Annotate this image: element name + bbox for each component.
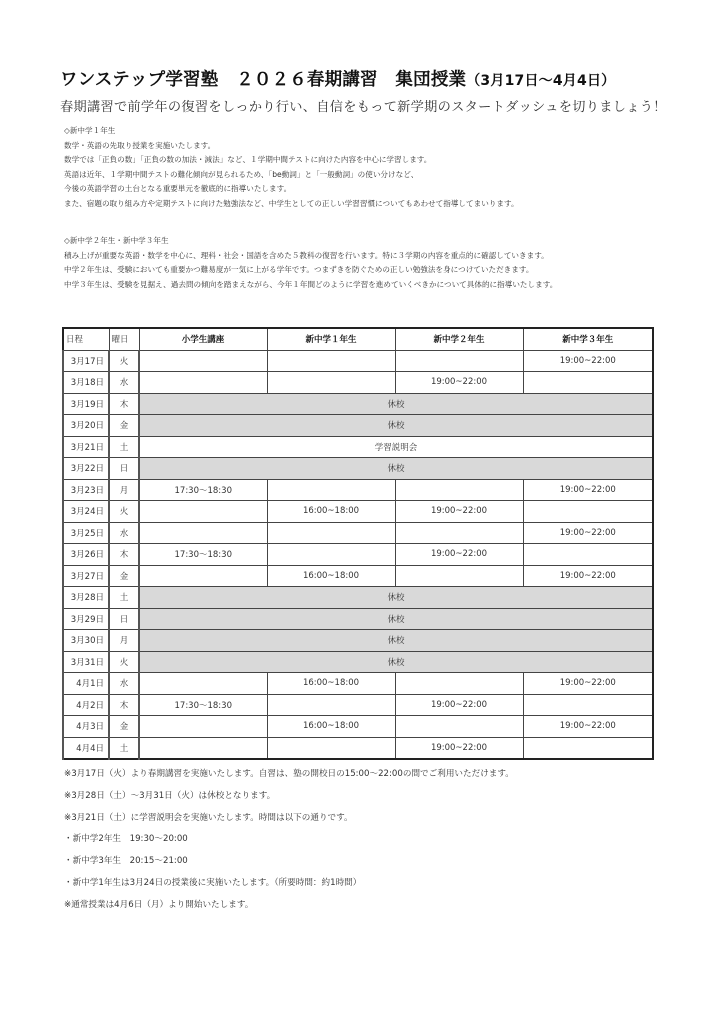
row-date: 3月31日	[63, 651, 109, 673]
schedule-row	[63, 436, 653, 458]
note-line: ・新中学3年生 20:15～21:00	[64, 856, 188, 867]
row-day-of-week: 月	[109, 630, 139, 652]
note-line: ※3月28日（土）～3月31日（火）は休校となります。	[64, 790, 276, 801]
cell-elementary	[139, 501, 267, 523]
cell-grade1	[267, 737, 395, 759]
schedule-row	[63, 479, 653, 501]
row-date: 3月24日	[63, 501, 109, 523]
schedule-table	[62, 327, 654, 760]
row-date: 4月2日	[63, 694, 109, 716]
row-date: 3月26日	[63, 544, 109, 566]
schedule-row	[63, 587, 653, 609]
col-header-dow: 曜日	[109, 328, 139, 350]
page-title	[60, 66, 680, 91]
note-line: ※通常授業は4月6日（月）より開始いたします。	[64, 899, 254, 910]
cell-elementary: 17:30～18:30	[139, 544, 267, 566]
closed-cell: 休校	[139, 587, 653, 609]
cell-grade1	[267, 350, 395, 372]
cell-grade3	[523, 501, 653, 523]
row-day-of-week: 木	[109, 694, 139, 716]
row-day-of-week: 火	[109, 501, 139, 523]
schedule-row	[63, 673, 653, 695]
cell-grade2: 19:00~22:00	[395, 372, 523, 394]
col-header-elementary: 小学生講座	[139, 328, 267, 350]
row-day-of-week: 火	[109, 350, 139, 372]
schedule-row	[63, 651, 653, 673]
row-day-of-week: 木	[109, 544, 139, 566]
row-date: 3月18日	[63, 372, 109, 394]
schedule-row	[63, 737, 653, 759]
schedule-row	[63, 415, 653, 437]
cell-grade3	[523, 737, 653, 759]
section-heading: ◇新中学２年生・新中学３年生	[64, 236, 169, 245]
cell-grade3: 19:00~22:00	[523, 565, 653, 587]
row-day-of-week: 金	[109, 415, 139, 437]
cell-grade3: 19:00~22:00	[523, 350, 653, 372]
section-line: 英語は近年、１学期中間テストの難化傾向が見られるため、「be動詞」と「一般動詞」の使い分けなど、	[64, 169, 419, 179]
cell-elementary	[139, 737, 267, 759]
closed-cell: 休校	[139, 415, 653, 437]
cell-elementary	[139, 350, 267, 372]
section-line: 中学３年生は、受験を見据え、過去問の傾向を踏まえながら、今年１年間どのように学習を進めていくべきかについて具体的に指導いたします。	[64, 279, 558, 289]
col-header-date: 日程	[63, 328, 109, 350]
row-day-of-week: 火	[109, 651, 139, 673]
schedule-row	[63, 630, 653, 652]
section-line: 数学では「正負の数」「正負の数の加法・減法」など、１学期中間テストに向けた内容を中心に学習します。	[64, 155, 432, 164]
cell-grade3	[523, 372, 653, 394]
col-header-grade3: 新中学３年生	[523, 328, 653, 350]
schedule-row	[63, 372, 653, 394]
cell-grade3: 19:00~22:00	[523, 673, 653, 695]
cell-elementary	[139, 673, 267, 695]
section-grade1	[64, 124, 704, 211]
closed-cell: 休校	[139, 393, 653, 415]
row-date: 4月1日	[63, 673, 109, 695]
closed-cell: 休校	[139, 458, 653, 480]
cell-grade2: 19:00~22:00	[395, 501, 523, 523]
notes	[64, 764, 704, 917]
schedule-row	[63, 716, 653, 738]
row-date: 3月28日	[63, 587, 109, 609]
row-day-of-week: 金	[109, 716, 139, 738]
title-dates: （3月17日～4月4日）	[466, 73, 616, 89]
row-day-of-week: 土	[109, 737, 139, 759]
section-grade2-3	[64, 234, 704, 292]
row-date: 3月22日	[63, 458, 109, 480]
schedule-header-row	[63, 328, 653, 350]
event-cell: 学習説明会	[139, 436, 653, 458]
schedule-row	[63, 608, 653, 630]
schedule-row	[63, 565, 653, 587]
col-header-grade2: 新中学２年生	[395, 328, 523, 350]
cell-grade2: 19:00~22:00	[395, 544, 523, 566]
row-day-of-week: 水	[109, 522, 139, 544]
row-date: 4月3日	[63, 716, 109, 738]
row-date: 3月20日	[63, 415, 109, 437]
row-day-of-week: 木	[109, 393, 139, 415]
note-line: ※3月21日（土）に学習説明会を実施いたします。時間は以下の通りです。	[64, 812, 353, 823]
cell-grade3: 19:00~22:00	[523, 522, 653, 544]
row-day-of-week: 金	[109, 565, 139, 587]
row-day-of-week: 日	[109, 608, 139, 630]
schedule-row	[63, 393, 653, 415]
row-date: 3月30日	[63, 630, 109, 652]
section-line: 積み上げが重要な英語・数学を中心に、理科・社会・国語を含めた５教科の復習を行います。特に３学期の内容を重点的に確認していきます。	[64, 250, 549, 260]
row-day-of-week: 日	[109, 458, 139, 480]
schedule-row	[63, 458, 653, 480]
closed-cell: 休校	[139, 608, 653, 630]
cell-elementary	[139, 522, 267, 544]
schedule-row	[63, 350, 653, 372]
row-day-of-week: 水	[109, 673, 139, 695]
cell-grade1	[267, 694, 395, 716]
cell-grade2	[395, 565, 523, 587]
row-date: 3月19日	[63, 393, 109, 415]
row-date: 3月25日	[63, 522, 109, 544]
cell-grade1	[267, 372, 395, 394]
closed-cell: 休校	[139, 630, 653, 652]
cell-elementary	[139, 716, 267, 738]
cell-grade2	[395, 716, 523, 738]
cell-elementary	[139, 565, 267, 587]
lead-text: 春期講習で前学年の復習をしっかり行い、自信をもって新学期のスタートダッシュを切りましょう！	[60, 100, 667, 115]
row-day-of-week: 土	[109, 436, 139, 458]
cell-grade1: 16:00~18:00	[267, 716, 395, 738]
cell-grade2: 19:00~22:00	[395, 737, 523, 759]
section-line: 今後の英語学習の土台となる重要単元を徹底的に指導いたします。	[64, 184, 292, 193]
cell-grade2	[395, 479, 523, 501]
cell-grade3	[523, 544, 653, 566]
section-heading: ◇新中学１年生	[64, 126, 116, 135]
cell-grade2	[395, 522, 523, 544]
row-date: 3月29日	[63, 608, 109, 630]
row-date: 4月4日	[63, 737, 109, 759]
row-date: 3月23日	[63, 479, 109, 501]
cell-grade2	[395, 350, 523, 372]
row-day-of-week: 水	[109, 372, 139, 394]
cell-grade1	[267, 522, 395, 544]
cell-grade3	[523, 694, 653, 716]
row-date: 3月27日	[63, 565, 109, 587]
title-main: ワンステップ学習塾 ２０２６春期講習 集団授業	[60, 70, 467, 90]
row-date: 3月17日	[63, 350, 109, 372]
note-line: ・新中学2年生 19:30～20:00	[64, 834, 188, 845]
section-line: 中学２年生は、受験においても重要かつ難易度が一気に上がる学年です。つまずきを防ぐための正しい勉強法を身につけていただきます。	[64, 265, 534, 274]
schedule-row	[63, 694, 653, 716]
row-day-of-week: 月	[109, 479, 139, 501]
schedule-row	[63, 544, 653, 566]
note-line: ※3月17日（火）より春期講習を実施いたします。自習は、塾の開校日の15:00～22:00の間でご利用いただけます。	[64, 769, 514, 779]
cell-elementary	[139, 372, 267, 394]
cell-elementary: 17:30～18:30	[139, 479, 267, 501]
schedule-row	[63, 501, 653, 523]
col-header-grade1: 新中学１年生	[267, 328, 395, 350]
section-line: また、宿題の取り組み方や定期テストに向けた勉強法など、中学生としての正しい学習習慣についてもあわせて指導してまいります。	[64, 198, 519, 208]
note-line: ・新中学1年生は3月24日の授業後に実施いたします。（所要時間：約1時間）	[64, 877, 362, 888]
cell-grade1	[267, 479, 395, 501]
row-day-of-week: 土	[109, 587, 139, 609]
cell-grade2	[395, 673, 523, 695]
cell-grade1: 16:00~18:00	[267, 501, 395, 523]
cell-grade3: 19:00~22:00	[523, 716, 653, 738]
cell-grade2: 19:00~22:00	[395, 694, 523, 716]
schedule-row	[63, 522, 653, 544]
cell-grade1: 16:00~18:00	[267, 673, 395, 695]
cell-grade1	[267, 544, 395, 566]
cell-elementary: 17:30～18:30	[139, 694, 267, 716]
section-line: 数学・英語の先取り授業を実施いたします。	[64, 140, 216, 150]
cell-grade3: 19:00~22:00	[523, 479, 653, 501]
closed-cell: 休校	[139, 651, 653, 673]
row-date: 3月21日	[63, 436, 109, 458]
cell-grade1: 16:00~18:00	[267, 565, 395, 587]
